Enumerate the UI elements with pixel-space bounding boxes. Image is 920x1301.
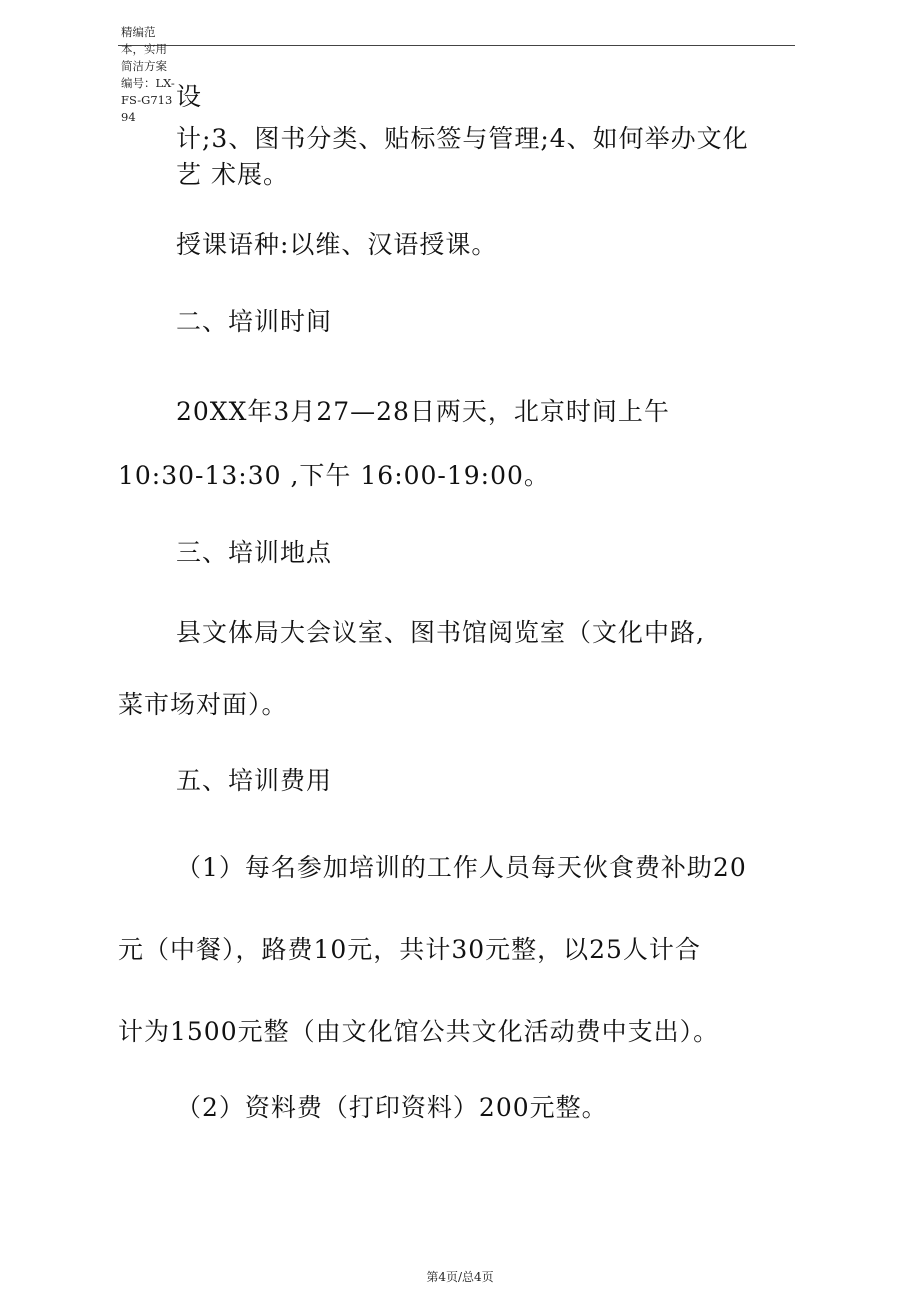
text-line: 元（中餐），路费10元，共计30元整，以25人计合	[118, 935, 701, 964]
header-rule	[118, 45, 795, 46]
text-line: 艺 术展。	[176, 160, 289, 189]
text-line: 县文体局大会议室、图书馆阅览室（文化中路,	[176, 618, 705, 647]
section-heading: 三、培训地点	[176, 538, 333, 567]
text-line: 10:30-13:30 ,下午 16:00-19:00。	[118, 461, 550, 490]
section-heading: 二、培训时间	[176, 307, 333, 336]
page-number: 第4页/总4页	[426, 1270, 494, 1284]
text-line: 设	[176, 82, 203, 111]
text-line: （1）每名参加培训的工作人员每天伙食费补助20	[176, 853, 747, 882]
text-line: 计为1500元整（由文化馆公共文化活动费中支出）。	[118, 1017, 720, 1046]
section-heading: 五、培训费用	[176, 766, 333, 795]
text-line: 计;3、图书分类、贴标签与管理;4、如何举办文化	[176, 124, 749, 153]
header-note: 精编范本，实用简洁方案编号：LX-FS-G71394	[121, 25, 175, 124]
text-line: （2）资料费（打印资料）200元整。	[176, 1093, 608, 1122]
text-line: 菜市场对面）。	[118, 690, 288, 719]
text-line: 20XX年3月27—28日两天，北京时间上午	[176, 397, 670, 426]
text-line: 授课语种:以维、汉语授课。	[176, 230, 498, 259]
